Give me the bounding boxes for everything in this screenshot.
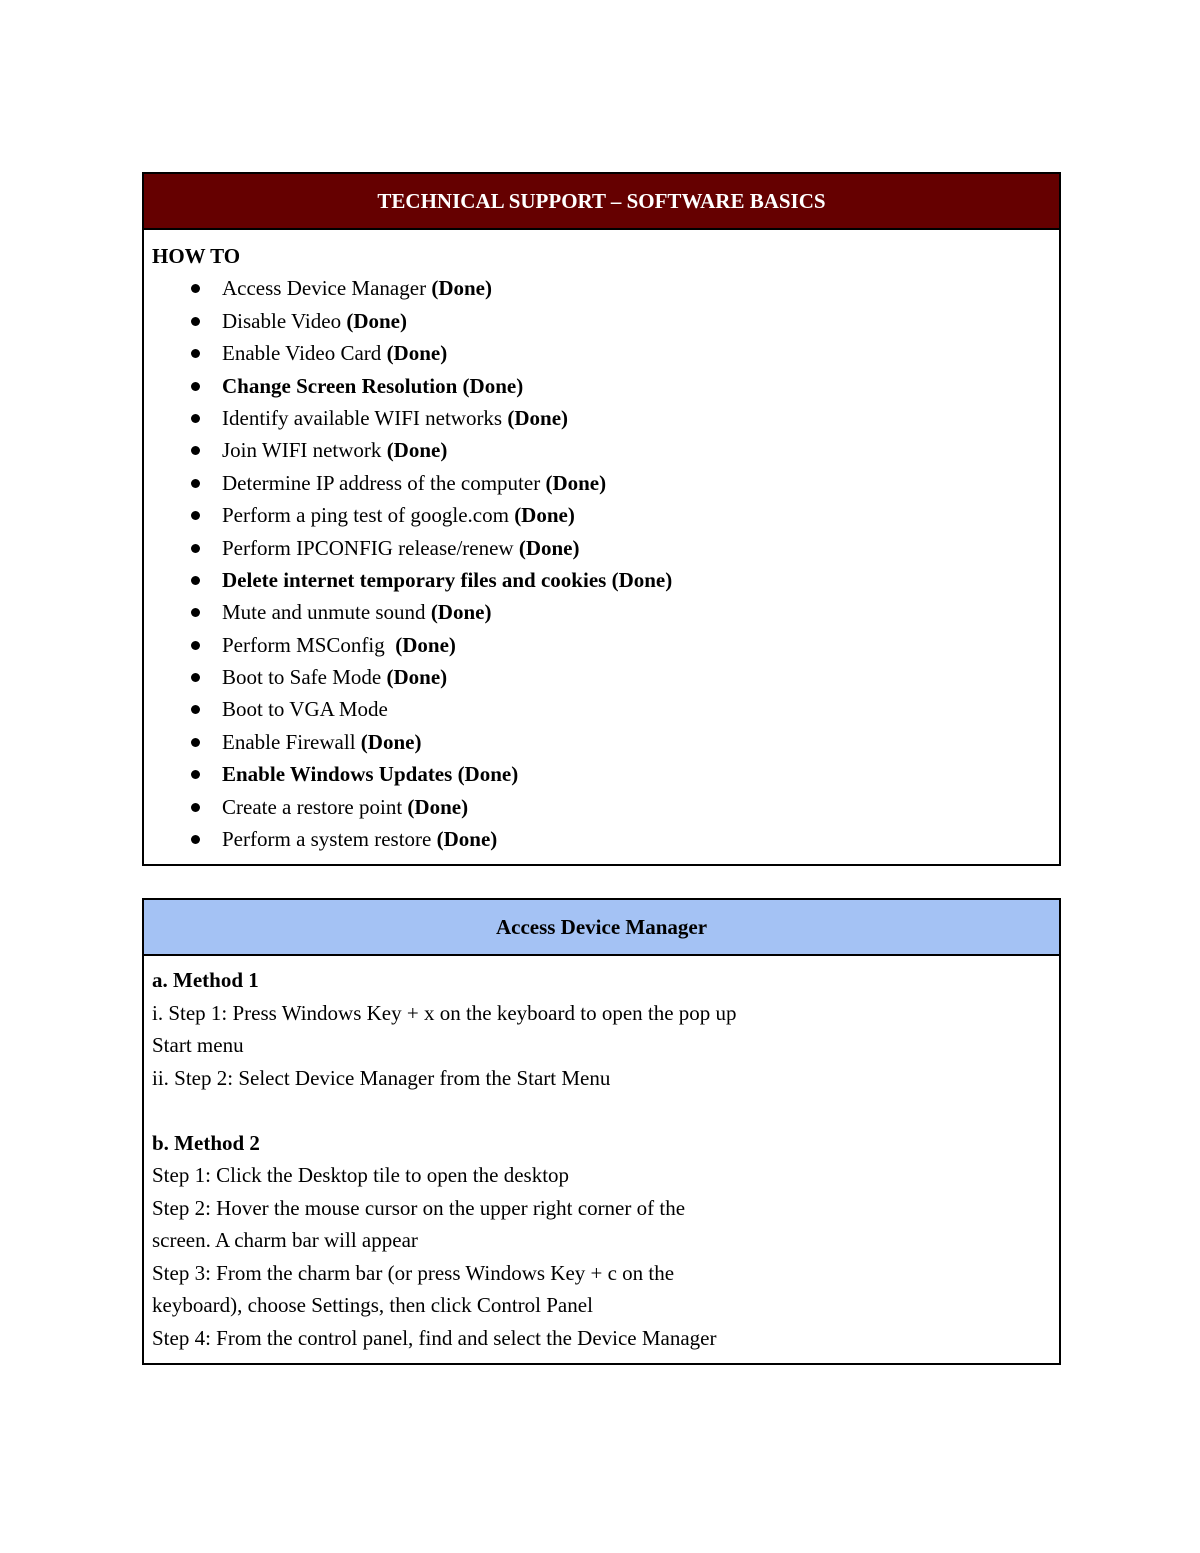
method-1-line: i. Step 1: Press Windows Key + x on the keyboard to open the pop up: [152, 1000, 737, 1025]
item-text: Delete internet temporary files and cookies: [222, 567, 612, 592]
method-1-line: Start menu: [152, 1033, 244, 1057]
bullet-icon: [191, 608, 200, 617]
method-2-line: keyboard), choose Settings, then click Control Panel: [152, 1293, 593, 1317]
section-body: [144, 956, 1059, 1354]
item-status: (Done): [386, 665, 448, 690]
bullet-icon: [191, 511, 200, 520]
item-status: (Done): [431, 276, 492, 301]
item-status: (Done): [545, 470, 607, 495]
item-status: (Done): [514, 503, 575, 528]
section-title: TECHNICAL SUPPORT – SOFTWARE BASICS: [144, 174, 1059, 230]
task-list: [152, 272, 1051, 855]
item-text: Identify available WIFI networks: [222, 405, 508, 430]
bullet-icon: [191, 382, 200, 391]
method-2-heading: b. Method 2: [152, 1130, 260, 1155]
bullet-icon: [191, 446, 200, 455]
bullet-icon: [191, 641, 200, 650]
list-item: [152, 434, 1051, 466]
list-item: [152, 402, 1051, 434]
item-status: (Done): [518, 535, 580, 560]
item-status: (Done): [346, 308, 407, 333]
item-text: Perform a ping test of google.com: [222, 503, 515, 528]
method-2-line: Step 3: From the charm bar (or press Windows Key + c on the: [152, 1260, 675, 1285]
item-status: (Done): [611, 567, 673, 592]
item-text: Boot to VGA Mode: [222, 697, 388, 722]
item-text: Mute and unmute sound: [222, 600, 431, 625]
item-status: (Done): [462, 373, 524, 398]
item-status: (Done): [436, 827, 498, 852]
item-text: Perform MSConfig: [222, 632, 396, 657]
list-item: [152, 693, 1051, 725]
list-item: [152, 661, 1051, 693]
item-status: (Done): [386, 438, 448, 463]
bullet-icon: [191, 705, 200, 714]
item-text: Enable Firewall: [222, 729, 361, 754]
item-text: Create a restore point: [222, 794, 408, 819]
method-2-line: Step 4: From the control panel, find and select the Device Manager: [152, 1325, 717, 1350]
item-text: Change Screen Resolution: [222, 373, 463, 398]
method-2-line: Step 2: Hover the mouse cursor on the upper right corner of the: [152, 1195, 686, 1220]
list-item: [152, 337, 1051, 369]
bullet-icon: [191, 673, 200, 682]
item-status: (Done): [507, 405, 569, 430]
list-item: [152, 272, 1051, 304]
list-item: [152, 758, 1051, 790]
list-item: [152, 791, 1051, 823]
bullet-icon: [191, 284, 200, 293]
item-status: (Done): [386, 341, 448, 366]
bullet-icon: [191, 349, 200, 358]
item-status: (Done): [395, 632, 456, 657]
bullet-icon: [191, 317, 200, 326]
item-status: (Done): [457, 762, 519, 787]
bullet-icon: [191, 835, 200, 844]
bullet-icon: [191, 479, 200, 488]
item-text: Disable Video: [222, 308, 347, 333]
item-text: Perform IPCONFIG release/renew: [222, 535, 519, 560]
bullet-icon: [191, 770, 200, 779]
software-basics-box: [142, 172, 1061, 866]
item-text: Enable Windows Updates: [222, 762, 458, 787]
section-body: [144, 230, 1059, 855]
item-text: Access Device Manager: [222, 276, 432, 301]
method-2-line: Step 1: Click the Desktop tile to open the desktop: [152, 1163, 570, 1187]
item-text: Boot to Safe Mode: [222, 665, 387, 690]
list-item: [152, 726, 1051, 758]
list-item: [152, 823, 1051, 855]
item-text: Perform a system restore: [222, 827, 437, 852]
method-2-line: screen. A charm bar will appear: [152, 1228, 418, 1252]
item-status: (Done): [407, 794, 469, 819]
bullet-icon: [191, 544, 200, 553]
list-item: [152, 467, 1051, 499]
item-text: Join WIFI network: [222, 438, 387, 463]
list-item: [152, 532, 1051, 564]
device-manager-box: [142, 898, 1061, 1365]
bullet-icon: [191, 803, 200, 812]
item-text: Determine IP address of the computer: [222, 470, 546, 495]
bullet-icon: [191, 738, 200, 747]
method-1-heading: a. Method 1: [152, 968, 259, 992]
item-status: (Done): [430, 600, 492, 625]
list-item: [152, 564, 1051, 596]
list-item: [152, 596, 1051, 628]
bullet-icon: [191, 576, 200, 585]
item-status: (Done): [360, 729, 422, 754]
list-item: [152, 305, 1051, 337]
list-item: [152, 370, 1051, 402]
how-to-heading: HOW TO: [152, 244, 241, 268]
section-title: Access Device Manager: [144, 900, 1059, 956]
list-item: [152, 499, 1051, 531]
list-item: [152, 629, 1051, 661]
item-text: Enable Video Card: [222, 341, 387, 366]
spacer: [152, 1094, 1051, 1127]
method-1-line: ii. Step 2: Select Device Manager from the Start Menu: [152, 1065, 611, 1090]
bullet-icon: [191, 414, 200, 423]
